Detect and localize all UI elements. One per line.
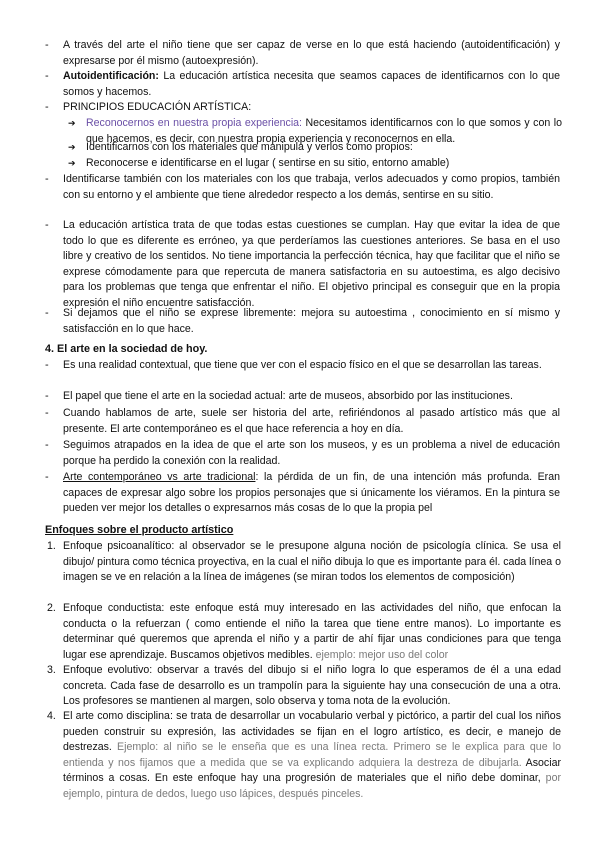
list-number: 3. — [47, 664, 56, 676]
list-number: 4. — [47, 710, 56, 722]
bullet-dash: - — [45, 101, 49, 113]
bullet-dash: - — [45, 439, 49, 451]
sub-item-materiales: Identificarnos con los materiales que manipula y verlos como propios: — [86, 141, 413, 153]
list-item-educacion-artistica: La educación artística trata de que todas estas cuestiones se cumplan. Hay que evitar la idea de que todo lo que es diferente es erróneo, ya que perderíamos las cuestiones anteriores. Se basa en el uso libre y creativo de los sentidos. No tiene importancia la perfección técnica, hay que facilitar que el niño se exprese cómodamente para que repercuta de manera satisfactoria en su autoestima, es algo decisivo para los problemas que tenga que enfrentar el niño. El objetivo principal es conseguir que en la propia expresión el niño encuentre satisfacción. — [63, 219, 560, 309]
bullet-dash: - — [45, 70, 49, 82]
enfoque-evolutivo: Enfoque evolutivo: observar a través del dibujo si el niño logra lo que esperamos de él a una edad concreta. Cada fase de desarrollo es un trampolín para la siguiente hay una consecución de una a otra. Los profesores se mantienen al margen, solo observa y toma nota de la evolución. — [63, 664, 561, 708]
example-text: Ejemplo: al niño se le enseña que es una línea recta. Primero se le explica para que lo entienda y nos fijamos que a medida que se va explicando adquiera la destreza de dibujarla. — [63, 741, 561, 769]
section-title-arte-sociedad: 4. El arte en la sociedad de hoy. — [45, 343, 208, 355]
bullet-dash: - — [45, 173, 49, 185]
list-number: 2. — [47, 602, 56, 614]
list-number: 1. — [47, 540, 56, 552]
arrow-right-icon: ➔ — [68, 158, 76, 168]
underlined-term: Arte contemporáneo vs arte tradicional — [63, 471, 256, 483]
list-item-libremente: Si dejamos que el niño se exprese libremente: mejora su autoestima , conocimiento en sí mismo y satisfacción en lo que hace. — [63, 307, 560, 335]
list-item-historia-arte: Cuando hablamos de arte, suele ser historia del arte, refiriéndonos al pasado artístico más que al presente. El arte contemporáneo es el que hace referencia a hoy en día. — [63, 407, 560, 435]
bullet-dash: - — [45, 39, 49, 51]
enfoque-text-more: Asociar términos a cosas. En este enfoque hay una progresión de materiales que el niño debe dominar, — [63, 756, 561, 785]
arrow-right-icon: ➔ — [68, 118, 76, 128]
enfoque-text: Enfoque conductista: este enfoque está muy interesado en las actividades del niño, que enfocan la conducta o la refuerzan ( como entiende el niño la tarea que tiene entre manos). Lo importante es determinar qué queremos que aprenda el niño y a partir de ahí fijar unas condiciones para que tenga lugar ese aprendizaje. Buscamos objetivos medibles. — [63, 602, 561, 661]
highlight-text: Reconocernos en nuestra propia experiencia: — [86, 117, 303, 129]
item-text: : la pérdida de un fin, de una intención más profunda. Eran capaces de expresar algo sobre los propios personajes que si únicamente los viéramos. En la pintura se pueden ver mejor los detalles o expresarnos más cosas de lo que la propia pel — [63, 471, 560, 515]
enfoque-psicoanalitico: Enfoque psicoanalítico: al observador se le presupone alguna noción de psicología clínica. Se usa el dibujo/ pintura como técnica proyectiva, en la cual el niño dibuja lo que es importante para él. cada línea o imagen se ve en relación a la línea de imágenes (se miran todos los elementos de composición) — [63, 540, 561, 584]
list-item-principios-heading: PRINCIPIOS EDUCACIÓN ARTÍSTICA: — [63, 101, 252, 113]
definition-text: La educación artística necesita que seamos capaces de identificarnos con lo que somos y hacemos. — [63, 70, 560, 98]
bullet-dash: - — [45, 359, 49, 371]
bullet-dash: - — [45, 407, 49, 419]
sub-item-text: Necesitamos identificarnos con lo que somos y con lo que hacemos, es decir, con nuestra propia experiencia y reconocernos en ella. — [86, 117, 562, 145]
list-item-autoidentificacion: A través del arte el niño tiene que ser capaz de verse en lo que está haciendo (autoidentificación) y expresarse por él mismo (autoexpresión). — [63, 39, 560, 67]
bullet-dash: - — [45, 307, 49, 319]
bullet-dash: - — [45, 471, 49, 483]
bullet-dash: - — [45, 390, 49, 402]
list-item-papel-arte: El papel que tiene el arte en la sociedad actual: arte de museos, absorbido por las instituciones. — [63, 390, 513, 402]
list-item-contemporaneo-vs-tradicional — [63, 470, 560, 517]
example-text: ejemplo: mejor uso del color — [312, 648, 449, 661]
term-bold: Autoidentificación: — [63, 70, 159, 82]
list-item-autoidentificacion-def — [63, 69, 560, 100]
list-item-museos: Seguimos atrapados en la idea de que el arte son los museos, y es un problema a nivel de educación porque ha perdido la conexión con la realidad. — [63, 439, 560, 467]
section-title-enfoques: Enfoques sobre el producto artístico — [45, 524, 234, 536]
sub-item-lugar: Reconocerse e identificarse en el lugar ( sentirse en su sitio, entorno amable) — [86, 157, 450, 169]
bullet-dash: - — [45, 219, 49, 231]
list-item-realidad-contextual: Es una realidad contextual, que tiene que ver con el espacio físico en el que se desarrollan las tareas. — [63, 359, 542, 371]
example-text-more: por ejemplo, pintura de dedos, luego uso lápices, después pinceles. — [63, 772, 561, 800]
enfoque-disciplina — [63, 709, 561, 803]
enfoque-conductista — [63, 601, 561, 663]
arrow-right-icon: ➔ — [68, 142, 76, 152]
enfoque-text: El arte como disciplina: se trata de desarrollar un vocabulario verbal y pictórico, a partir del cual los niños pueden construir su expresión, las actividades se fijan en el logro artístico, es decir, e manejo de destrezas. — [63, 710, 561, 754]
list-item-identificarse: Identificarse también con los materiales con los que trabaja, verlos adecuados y como propios, también con su entorno y el ambiente que tiene alrededor respecto a los demás, sentirse en su sitio. — [63, 173, 560, 201]
